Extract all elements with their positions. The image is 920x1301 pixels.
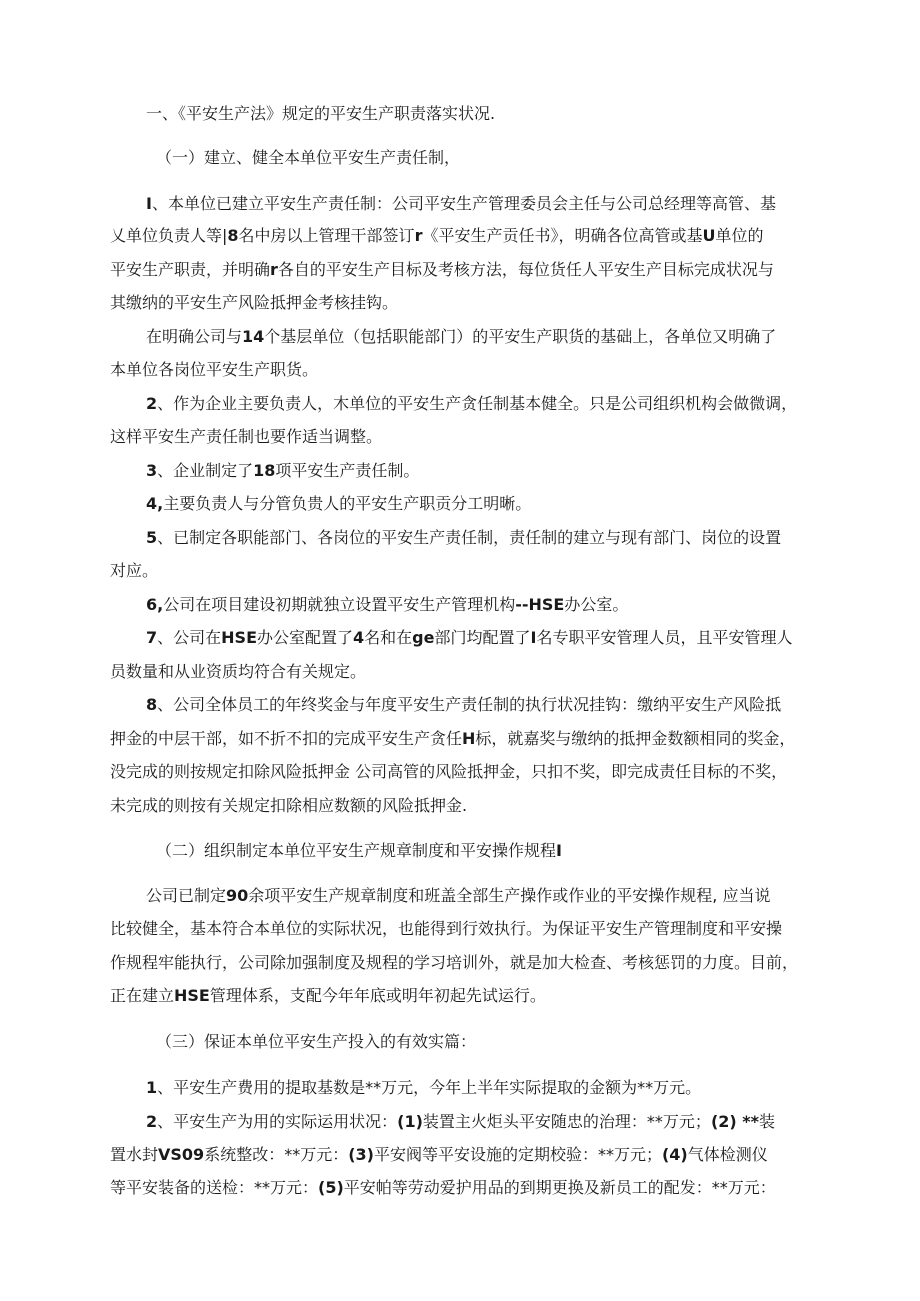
paragraph-3-line-2: 这样平安生产责任制也要作适当调整。 <box>110 427 383 446</box>
section-2-paragraph-line-1: 公司已制定90余项平安生产规章制度和班盖全部生产操作或作业的平安操作规程, 应当说 <box>146 886 771 905</box>
paragraph-8-line-2: 员数量和从业资质均符合有关规定。 <box>110 662 367 681</box>
item-number: 8 <box>146 695 158 714</box>
main-heading: 一、《平安生产法》规定的平安生产职责落实状况. <box>146 104 496 123</box>
paragraph-7: 6,公司在项目建设初期就独立设置平安生产管理机构--HSE办公室。 <box>146 595 629 614</box>
paragraph-1-line-3: 平安生产职责，并明确r各自的平安生产目标及考核方法，每位货任人平安生产目标完成状况与 <box>110 260 774 279</box>
item-number: 3 <box>146 461 158 480</box>
section-title-1: （一）建立、健全本单位平安生产责任制， <box>156 148 461 167</box>
section-3-item-2-line-2: 置水封VS09系统整改：**万元：(3)平安阀等平安设施的定期校验：**万元；(4)气体检测仪 <box>110 1145 768 1164</box>
paragraph-2-line-1: 在明确公司与14个基层单位（包括职能部门）的平安生产职货的基础上，各单位又明确了 <box>146 327 777 346</box>
item-number: 1 <box>146 1078 158 1097</box>
paragraph-9-line-3: 没完成的则按规定扣除风险抵押金 公司高管的风险抵押金，只扣不奖，即完成责任目标的不奖， <box>110 762 788 781</box>
item-number: I <box>146 194 152 213</box>
section-3-item-2-line-3: 等平安装备的送检：**万元：(5)平安帕等劳动爱护用品的到期更换及新员工的配发：**万元： <box>110 1178 776 1197</box>
section-3-item-1: 1、平安生产费用的提取基数是**万元，今年上半年实际提取的金额为**万元。 <box>146 1078 702 1097</box>
section-2-paragraph-line-4: 正在建立HSE管理体系，支配今年年底或明年初起先试运行。 <box>110 986 546 1005</box>
paragraph-3-line-1: 2、作为企业主要负责人，木单位的平安生产贪任制基本健全。只是公司组织机构会做微调， <box>146 394 798 413</box>
item-number: 7 <box>146 628 158 647</box>
paragraph-9-line-2: 押金的中层干部，如不折不扣的完成平安生产贪任H标，就嘉奖与缴纳的抵押金数额相同的奖金， <box>110 729 796 748</box>
section-2-paragraph-line-3: 作规程牢能执行，公司除加强制度及规程的学习培训外，就是加大检查、考核惩罚的力度。目前， <box>110 953 799 972</box>
item-number: 2 <box>146 394 158 413</box>
item-number: 6, <box>146 595 164 614</box>
paragraph-1-line-1: I、本单位已建立平安生产责任制：公司平安生产管理委员会主任与公司总经理等高管、基 <box>146 194 776 213</box>
item-number: 5 <box>146 528 158 547</box>
item-number: 2 <box>146 1112 158 1131</box>
paragraph-6-line-2: 对应。 <box>110 561 159 580</box>
paragraph-6-line-1: 5、已制定各职能部门、各岗位的平安生产责任制，责任制的建立与现有部门、岗位的设置 <box>146 528 782 547</box>
paragraph-1-line-2: 乂单位负责人等|8名中房以上管理干部签订r《平安生产贡任书》，明确各位高管或基U单位的 <box>110 226 764 245</box>
paragraph-2-line-2: 本单位各岗位平安生产职货。 <box>110 360 319 379</box>
paragraph-8-line-1: 7、公司在HSE办公室配置了4名和在ge部门均配置了I名专职平安管理人员，且平安管理人 <box>146 628 793 647</box>
paragraph-5: 4,主要负责人与分管负贵人的平安生产职贡分工明晰。 <box>146 494 532 513</box>
item-number: 4, <box>146 494 164 513</box>
paragraph-9-line-4: 未完成的则按有关规定扣除相应数额的风险抵押金. <box>110 796 468 815</box>
section-2-paragraph-line-2: 比较健全，基本符合本单位的实际状况，也能得到行效执行。为保证平安生产管理制度和平安操 <box>110 919 783 938</box>
paragraph-4: 3、企业制定了18项平安生产责任制。 <box>146 461 420 480</box>
section-3-item-2-line-1: 2、平安生产为用的实际运用状况：(1)装置主火炬头平安随忠的治理：**万元；(2) **装 <box>146 1112 776 1131</box>
paragraph-9-line-1: 8、公司全体员工的年终奖金与年度平安生产责任制的执行状况挂钩：缴纳平安生产风险抵 <box>146 695 782 714</box>
paragraph-1-line-4: 其缴纳的平安生产风险抵押金考核挂钩。 <box>110 293 399 312</box>
section-title-3: （三）保证本单位平安生产投入的有效实篇： <box>156 1032 477 1051</box>
section-title-2: （二）组织制定本单位平安生产规章制度和平安操作规程I <box>156 841 562 860</box>
